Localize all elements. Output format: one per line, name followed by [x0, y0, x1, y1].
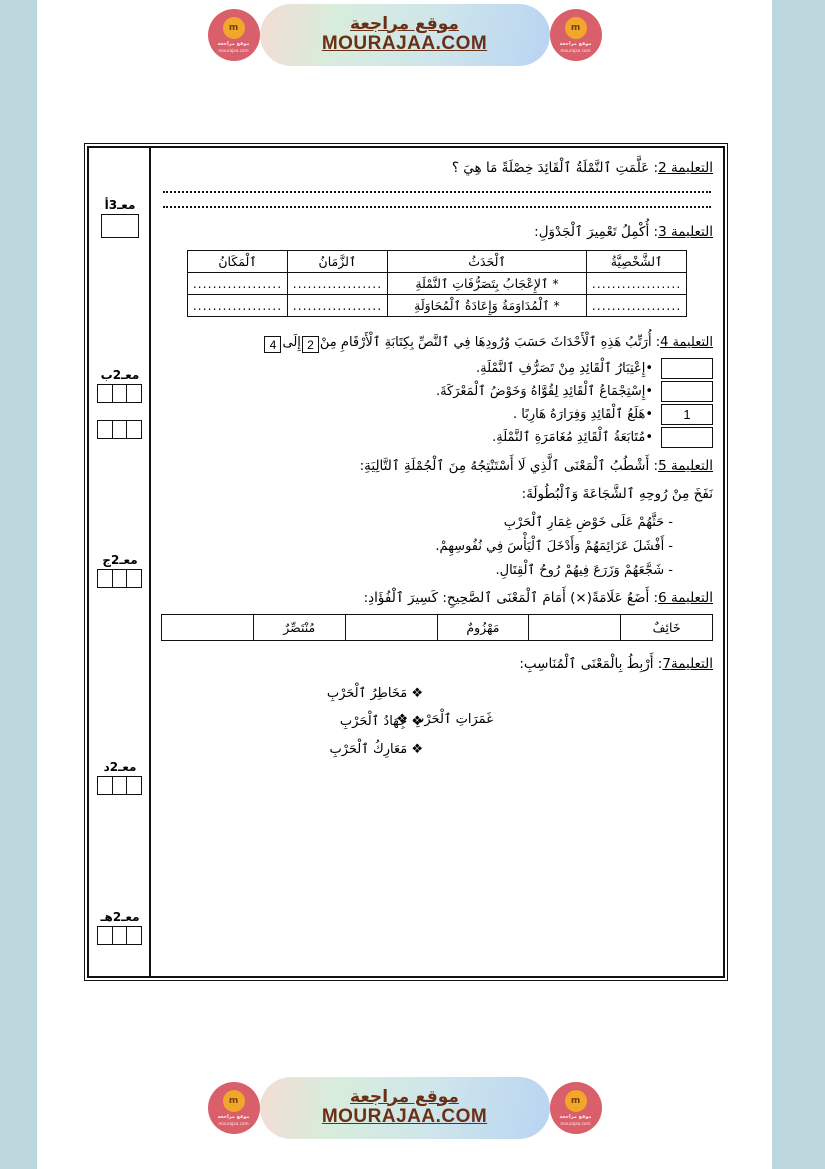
mark-cell[interactable] [111, 569, 127, 588]
th-temps: ٱلزَّمَانُ [287, 250, 387, 272]
answer-line-2[interactable] [163, 206, 711, 208]
cell-personne-1[interactable]: .................. [587, 272, 687, 294]
mark-group-6 [89, 910, 151, 945]
watermark-pill [260, 4, 550, 66]
order-box-1[interactable] [661, 358, 713, 379]
worksheet-page [37, 0, 772, 1169]
site-badge-icon-2 [208, 9, 260, 61]
match-right-item-3[interactable]: ❖ مَعَارِكُ ٱلْحَرْبِ [329, 742, 423, 757]
watermark-domain-text-bottom: MOURAJAA.COM [321, 1106, 488, 1128]
badge-inner-dot-icon: m [565, 17, 587, 39]
site-badge-icon-4 [208, 1082, 260, 1134]
mark-cell[interactable] [97, 926, 113, 945]
question-2-text: : عَلَّمَتِ ٱلنَّمْلَةُ ٱلْقَائِدَ خِصْلَةً مَا هِيَ ؟ [451, 160, 659, 176]
site-badge-icon [550, 9, 602, 61]
mark-cell[interactable] [126, 384, 142, 403]
q6-checkbox-2[interactable] [345, 614, 437, 640]
exam-content [151, 148, 723, 976]
option-2[interactable]: - أَفْشَلَ عَزَائِمَهُمْ وَأَدْخَلَ ٱلْيَأْسَ فِي نُفُوسِهِمْ. [435, 538, 673, 554]
badge-caption-en-4: mourajaa.com [218, 1120, 249, 1126]
mark-cell[interactable] [97, 420, 113, 439]
list-item [161, 404, 713, 425]
table-q6 [161, 614, 713, 641]
badge-inner-dot-icon-3: m [565, 1090, 587, 1112]
mark-label-5: معـ2د [103, 760, 137, 774]
mark-cell[interactable] [97, 384, 113, 403]
mark-group-4 [89, 553, 151, 588]
question-7-text: : أَرْبِطُ بِالْمَعْنَى ٱلْمُنَاسِبِ: [519, 655, 663, 672]
cell-lieu-1[interactable]: .................. [188, 272, 288, 294]
mark-cell[interactable] [111, 926, 127, 945]
q6-checkbox-1[interactable] [529, 614, 621, 640]
badge-caption-4 [217, 1114, 249, 1126]
table-q3 [187, 250, 687, 317]
watermark-banner-bottom [37, 1073, 772, 1143]
question-5-tag: التعليمة 5 [658, 458, 713, 474]
cell-evenement-1: * ٱلإِعْجَابُ بِتَصَرُّفَاتِ ٱلنَّمْلَةِ [387, 272, 586, 294]
question-4-tag: التعليمة 4 [660, 334, 713, 350]
question-5-sentence: نَفَخَ مِنْ رُوحِهِ ٱلشَّجَاعَةَ وَٱلْبُطُولَةَ: [521, 486, 713, 503]
list-item [161, 427, 713, 448]
mark-group-5 [89, 760, 151, 795]
th-personne: ٱلشَّخْصِيَّةُ [587, 250, 687, 272]
mark-boxes-4 [89, 569, 151, 588]
badge-inner-dot-icon-2: m [223, 17, 245, 39]
order-box-4[interactable] [661, 427, 713, 448]
mark-label-6: معـ2هـ [100, 910, 140, 924]
mark-box-1[interactable] [101, 214, 139, 238]
question-7-tag: التعليمة7 [662, 655, 713, 672]
list-item [161, 381, 713, 402]
watermark-arabic-text-bottom: موقع مراجعة [350, 1086, 459, 1107]
watermark-arabic-text: موقع مراجعة [350, 13, 459, 34]
mark-cell[interactable] [97, 776, 113, 795]
cell-temps-2[interactable]: .................. [287, 294, 387, 316]
mark-boxes-6 [89, 926, 151, 945]
exam-frame [87, 146, 725, 978]
cell-lieu-2[interactable]: .................. [188, 294, 288, 316]
table-row [162, 614, 713, 640]
question-4-text-b: إِلَى [282, 334, 301, 350]
inline-number-from: 2 [302, 336, 319, 353]
table-row [188, 294, 687, 316]
badge-caption-ar-2: موقع مراجعة [217, 41, 250, 48]
cell-evenement-2: * ٱلْمُدَاوَمَةُ وَإِعَادَةُ ٱلْمُحَاوَلَةِ [387, 294, 586, 316]
ordering-list [161, 358, 713, 448]
badge-caption-ar: موقع مراجعة [559, 41, 592, 48]
list-item [161, 358, 713, 379]
badge-caption-ar-3: موقع مراجعة [559, 1114, 592, 1121]
mark-group-3 [89, 420, 151, 439]
mark-boxes-5 [89, 776, 151, 795]
question-5-options [161, 515, 713, 578]
watermark-banner-top [37, 0, 772, 70]
mark-cell[interactable] [111, 384, 127, 403]
site-badge-icon-3 [550, 1082, 602, 1134]
option-3[interactable]: - شَجَّعَهُمْ وَزَرَعَ فِيهُمْ رُوحُ ٱلْقِتَالِ. [495, 562, 673, 578]
question-3 [161, 222, 713, 242]
th-evenement: ٱلْحَدَثُ [387, 250, 586, 272]
marks-margin [89, 148, 151, 976]
table-row [188, 272, 687, 294]
badge-caption-3 [559, 1114, 591, 1126]
order-text-2: •إِسْتِجْمَاعُ ٱلْقَائِدِ لِقُوَّاهُ وَخَوْضُ ٱلْمَعْرَكَةَ. [435, 384, 653, 399]
answer-line-1[interactable] [163, 191, 711, 193]
option-1[interactable]: - حَثَّهُمْ عَلَى خَوْضِ غِمَارِ ٱلْحَرْبِ [503, 514, 673, 530]
question-2-tag: التعليمة 2 [658, 160, 713, 176]
badge-inner-dot-icon-4: m [223, 1090, 245, 1112]
badge-caption-en-3: mourajaa.com [560, 1120, 591, 1126]
question-6-text: : أَضَعُ عَلَامَةً(×) أَمَامَ ٱلْمَعْنَى ٱلصَّحِيحِ: كَسِيرَ ٱلْفُؤَادِ: [363, 589, 659, 606]
mark-label-1: معـ3أ [104, 198, 136, 212]
question-5-text: : أَشْطُبُ ٱلْمَعْنَى ٱلَّذِي لَا أَسْتَنْتِجُهُ مِنَ ٱلْجُمْلَةِ ٱلتَّالِيَةِ: [359, 458, 659, 474]
question-3-text: : أُكْمِلُ تَعْمِيرَ ٱلْجَدْوَلِ: [534, 224, 659, 241]
table-q3-header-row [188, 250, 687, 272]
q6-cell-2: مَهْزُومٌ [437, 614, 529, 640]
mark-cell[interactable] [126, 420, 142, 439]
badge-caption-en: mourajaa.com [560, 47, 591, 53]
mark-cell[interactable] [111, 420, 127, 439]
cell-personne-2[interactable]: .................. [587, 294, 687, 316]
matching-area [161, 686, 713, 774]
badge-caption [559, 41, 591, 53]
question-5 [161, 456, 713, 476]
order-text-4: •مُتَابَعَةُ ٱلْقَائِدِ مُغَامَرَةِ ٱلنَّمْلَةِ. [492, 430, 653, 445]
mark-boxes-2 [89, 384, 151, 403]
watermark-pill-bottom [260, 1077, 550, 1139]
match-left-item[interactable]: غَمَرَاتِ ٱلْحَرْبِ ❖ [396, 712, 493, 727]
order-text-3: •هَلَعُ ٱلْقَائِدِ وَفِرَارَهُ هَارِبًا . [512, 407, 653, 422]
mark-boxes-3 [89, 420, 151, 439]
cell-temps-1[interactable]: .................. [287, 272, 387, 294]
mark-group-2 [89, 368, 151, 403]
q6-checkbox-3[interactable] [162, 614, 254, 640]
badge-caption-2 [217, 41, 249, 53]
mark-cell[interactable] [126, 926, 142, 945]
q6-cell-1: خَائِفٌ [621, 614, 713, 640]
th-lieu: ٱلْمَكَانُ [188, 250, 288, 272]
badge-caption-ar-4: موقع مراجعة [217, 1114, 250, 1121]
order-text-1: •إِعْتِبَارُ ٱلْقَائِدِ مِنْ تَصَرُّفِ ٱلنَّمْلَةِ. [475, 361, 653, 376]
question-4-text-a: : أُرَتِّبُ هَذِهِ ٱلْأَحْدَاثَ حَسَبَ وُرُودِهَا فِي ٱلنَّصِّ بِكِتَابَةِ ٱلْأَرْقَامِ مِنْ [319, 334, 661, 350]
mark-cell[interactable] [111, 776, 127, 795]
table-q6-wrapper [161, 614, 713, 641]
question-4 [161, 333, 713, 354]
match-right-item-1[interactable]: ❖ مَخَاطِرُ ٱلْحَرْبِ [326, 686, 423, 701]
order-box-3[interactable]: 1 [661, 404, 713, 425]
badge-caption-en-2: mourajaa.com [218, 47, 249, 53]
question-3-tag: التعليمة 3 [658, 224, 713, 241]
table-q3-wrapper [187, 250, 687, 317]
order-box-2[interactable] [661, 381, 713, 402]
question-6-tag: التعليمة 6 [658, 589, 713, 606]
mark-label-2: معـ2ب [100, 368, 140, 382]
q6-cell-3: مُنْتَصِّرٌ [253, 614, 345, 640]
match-right-item-2[interactable]: ❖ جِهَادُ ٱلْحَرْبِ [339, 714, 423, 729]
mark-label-4: معـ2ج [102, 553, 138, 567]
watermark-domain-text: MOURAJAA.COM [321, 33, 488, 55]
inline-number-to: 4 [264, 336, 281, 353]
mark-cell[interactable] [97, 569, 113, 588]
question-2 [161, 158, 713, 178]
question-6 [161, 588, 713, 608]
mark-group-1 [89, 198, 151, 238]
question-7 [161, 654, 713, 674]
mark-cell[interactable] [126, 776, 142, 795]
mark-cell[interactable] [126, 569, 142, 588]
